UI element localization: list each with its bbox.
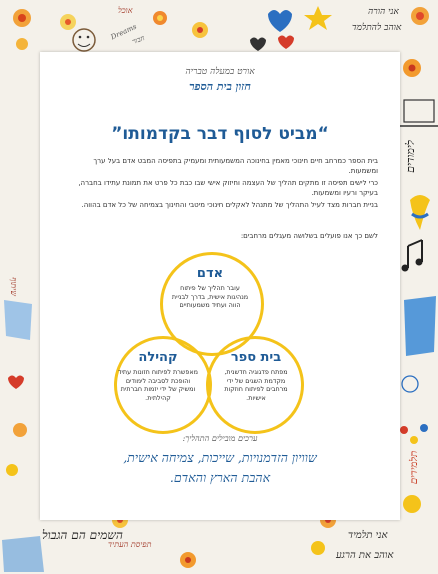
circles-intro: לשם כך אנו פועלים בשלושה מעגלים מרחבים:	[240, 232, 378, 240]
doodle-text: אני תלמיד	[348, 530, 388, 541]
doodle-text: תפיסת העתיד	[108, 540, 152, 549]
circle-person-text	[170, 266, 250, 310]
heart-icon	[8, 376, 24, 390]
flower-icon	[6, 464, 18, 476]
star-icon	[304, 6, 332, 30]
paint-splash-icon	[410, 195, 430, 230]
doodle-text: אוהב להתלמד	[352, 23, 402, 33]
doodle-text: אני הורה	[368, 7, 399, 17]
circle-community-text	[118, 350, 198, 402]
doodle-text: לימודים	[403, 140, 417, 173]
flower-icon	[16, 38, 28, 50]
body-paragraph: בניית חברות מצד לעיל התהליך של מתנהל לאקלים חינוכי מיטבי והחינוך בצמיחה של כל אדם בהווה.	[81, 200, 378, 209]
sun-icon	[403, 495, 421, 513]
heart-icon	[268, 10, 292, 32]
circle-title: אדם	[196, 266, 224, 281]
doodle-text: אוהב את הרגע	[336, 550, 394, 561]
circle-description: מאפשרת לפיתוח חזונות עתיד והופכת לסביבה לימודים ומשיק של ידי יזמות חברתית קהילתית.	[118, 368, 198, 402]
blue-brush-stroke-icon	[2, 536, 44, 572]
values-line: אהבת הארץ והאדם.	[169, 470, 271, 485]
flower-icon	[311, 541, 325, 555]
heart-icon	[250, 38, 266, 52]
circle-school-text	[218, 350, 294, 402]
body-paragraph: בית הספר כמרחב חיים חינוכי מאמין בחינוכה המשמעותית ומעמיק בתפיסה המבט אדם בעל ערך ומשמעות.	[93, 157, 378, 176]
sun-icon	[402, 376, 418, 392]
values-label: ערכים מובילים התהליך:	[182, 434, 258, 443]
flower-icon	[13, 9, 31, 27]
laptop-icon	[400, 100, 438, 126]
hearts-cluster-icon	[400, 424, 428, 444]
circle-description: מפתח פדגוגיה חדשנית, מקדמת השגים של ידי מרחבים לפיתוח חוזקות אישיות.	[224, 368, 288, 402]
flower-icon	[403, 59, 421, 77]
doodle-text: Dreams	[109, 22, 138, 42]
circle-title: בית ספר	[230, 350, 282, 365]
doodle-text: תלמידים	[409, 450, 421, 485]
body-paragraph: כרי לישים תפיסה זו מתקים תהליך של העצמה וחיזוק אישי שבו כבת כל פרט את תמונת עתידו בחברה, בעיקר ורעיו ומשמעות.	[78, 178, 378, 198]
flower-icon	[180, 552, 196, 568]
values-line: שוויון הזדמנויות, שייכות, צמיחה אישית,	[123, 450, 317, 465]
flower-icon	[411, 7, 429, 25]
doodle-text: השמים הם הגבול	[42, 528, 123, 542]
doodle-text: אוכל	[118, 6, 133, 15]
vision-card	[40, 52, 400, 520]
doodle-text: שיתוף	[8, 277, 18, 296]
flower-icon	[13, 423, 27, 437]
doodle-text: חבור	[131, 34, 146, 46]
circle-description: עובר תהליך של פיתוח מנהיגות אישית, בדרך לבניית הווה ועתיד משמעותיים	[171, 284, 249, 310]
heart-icon	[278, 36, 294, 50]
music-notes-icon	[402, 240, 423, 272]
body-text	[62, 156, 378, 211]
flower-icon	[192, 22, 208, 38]
flower-icon	[60, 14, 76, 30]
page-title: “מביט לסוף דבר בקדמותו”	[111, 124, 329, 144]
blue-brush-stroke-icon	[404, 296, 436, 356]
smiley-face-icon	[73, 29, 95, 51]
circle-title: קהילה	[138, 350, 178, 365]
vision-heading: חזון בית הספר	[189, 80, 251, 93]
flower-icon	[153, 11, 167, 25]
blue-brush-stroke-icon	[4, 300, 32, 340]
organization-name: אורט במעלה טבריה	[185, 67, 255, 77]
